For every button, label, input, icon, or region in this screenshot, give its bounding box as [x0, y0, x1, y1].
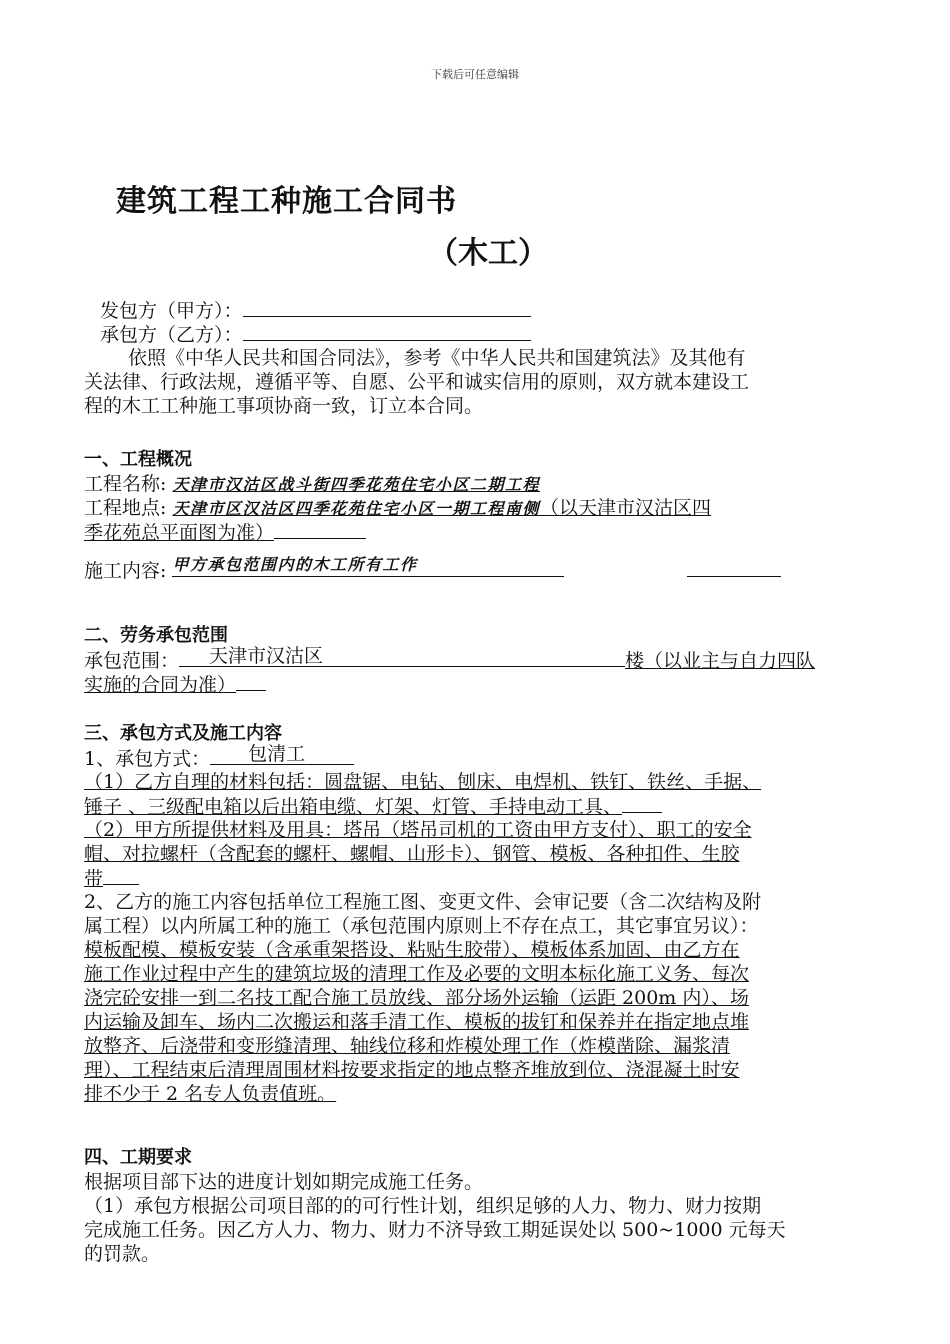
preamble-line: 关法律、行政法规，遵循平等、自愿、公平和诚实信用的原则，双方就本建设工 [84, 371, 750, 393]
schedule-line: （1）承包方根据公司项目部的的可行性计划，组织足够的人力、物力、财力按期 [84, 1195, 762, 1217]
project-site-note: （以天津市汉沽区四 [539, 497, 711, 519]
parties-block [84, 298, 880, 418]
section-3-heading: 三、承包方式及施工内容 [84, 723, 282, 744]
project-site-value: 天津市区汉沽区四季花苑住宅小区一期工程南侧 [172, 499, 540, 518]
project-site-note: 季花苑总平面图为准） [84, 522, 275, 544]
contract-mode-row [84, 743, 880, 770]
section-3 [84, 722, 880, 1106]
work-content-blank [172, 555, 564, 577]
item-1-line: 锤子 、三级配电箱以后出箱电缆、灯架、灯管、手持电动工具、 [84, 794, 880, 818]
item-2-line: 带 [84, 866, 880, 890]
item-3-line: 施工作业过程中产生的建筑垃圾的清理工作及必要的文明本标化施工义务、每次 [84, 963, 750, 985]
scope-row-2 [84, 672, 880, 696]
scope-tail: 楼（以业主与自力四队 [625, 650, 816, 672]
item-3-line: 理）、工程结束后清理周围材料按要求指定的地点整齐堆放到位、浇混凝土时安 [84, 1059, 740, 1081]
party-a-row [84, 298, 880, 322]
contract-mode-blank [210, 743, 354, 765]
item-3-line: 浇完砼安排一到二名技工配合施工员放线、部分场外运输（运距 200m 内）、场 [84, 987, 749, 1009]
preamble-line: 依照《中华人民共和国合同法》，参考《中华人民共和国建筑法》及其他有 [128, 347, 746, 369]
section-1 [84, 448, 880, 582]
party-a-blank[interactable] [243, 298, 531, 317]
item-3-line: 排不少于 2 名专人负责值班。 [84, 1083, 337, 1105]
item-3-line: 内运输及卸车、场内二次搬运和落手清工作、模板的拔钉和保养并在指定地点堆 [84, 1011, 750, 1033]
project-site-label: 工程地点: [84, 497, 167, 519]
party-b-row [84, 322, 880, 346]
schedule-line: 的罚款。 [84, 1243, 161, 1265]
section-1-heading: 一、工程概况 [84, 449, 192, 470]
scope-row [84, 645, 880, 672]
party-a-label: 发包方（甲方）： [100, 300, 243, 322]
project-name-row [84, 472, 880, 496]
section-4-heading: 四、工期要求 [84, 1147, 192, 1168]
work-content-row [84, 555, 880, 582]
party-b-label: 承包方（乙方）： [100, 324, 243, 346]
item-1-line: （1）乙方自理的材料包括：圆盘锯、电钻、刨床、电焊机、铁钉、铁丝、手据、 [84, 771, 762, 793]
work-content-blank-2 [687, 558, 781, 577]
document-subtitle: （木工） [428, 236, 548, 271]
page-header: 下载后可任意编辑 [431, 68, 519, 81]
item-3-intro-line: 属工程）以内所属工种的施工（承包范围内原则上不存在点工，其它事宜另议）： [84, 915, 759, 937]
contract-mode-value: 包清工 [248, 743, 306, 765]
party-b-blank[interactable] [243, 322, 531, 341]
scope-blank-2 [236, 672, 266, 691]
project-site-row [84, 496, 880, 520]
project-site-row-2 [84, 520, 880, 544]
work-content-label: 施工内容: [84, 560, 167, 582]
preamble-line: 程的木工工种施工事项协商一致，订立本合同。 [84, 395, 484, 417]
item-2-line: 帽、对拉螺杆（含配套的螺杆、螺帽、山形卡）、钢管、模板、各种扣件、生胶 [84, 843, 740, 865]
section-4 [84, 1146, 880, 1266]
section-2-heading: 二、劳务承包范围 [84, 625, 228, 646]
schedule-line: 根据项目部下达的进度计划如期完成施工任务。 [84, 1171, 484, 1193]
scope-label: 承包范围： [84, 650, 180, 672]
section-2 [84, 624, 880, 696]
document-title: 建筑工程工种施工合同书 [116, 184, 457, 219]
scope-blank [179, 645, 625, 667]
contract-mode-label: 1、承包方式： [84, 748, 211, 770]
item-3-intro-line: 2、乙方的施工内容包括单位工程施工图、变更文件、会审记要（含二次结构及附 [84, 891, 762, 913]
project-name-label: 工程名称: [84, 473, 167, 495]
item-3-line: 模板配模、模板安装（含承重架搭设、粘贴生胶带）、模板体系加固、由乙方在 [84, 939, 740, 961]
scope-value: 天津市汉沽区 [209, 645, 324, 667]
item-3-line: 放整齐、后浇带和变形缝清理、轴线位移和炸模处理工作（炸模凿除、漏浆清 [84, 1035, 731, 1057]
site-blank [274, 520, 366, 539]
work-content-value: 甲方承包范围内的木工所有工作 [172, 555, 418, 574]
schedule-line: 完成施工任务。因乙方人力、物力、财力不济导致工期延误处以 500~1000 元每天 [84, 1219, 786, 1241]
project-name-value: 天津市汉沽区战斗街四季花苑住宅小区二期工程 [172, 475, 540, 494]
scope-line-2: 实施的合同为准） [84, 674, 237, 696]
item-2-line: （2）甲方所提供材料及用具：塔吊（塔吊司机的工资由甲方支付）、职工的安全 [84, 819, 752, 841]
